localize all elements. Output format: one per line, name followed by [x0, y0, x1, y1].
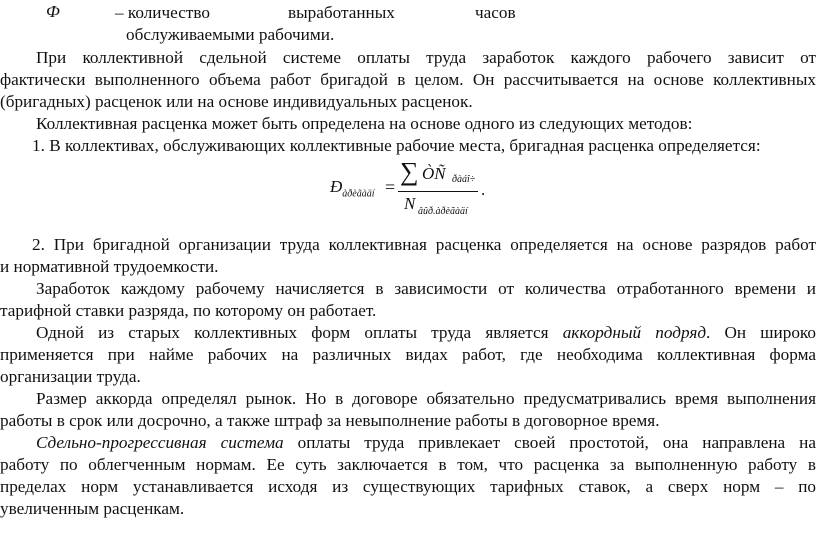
formula-numerator: ÒÑ	[422, 164, 446, 183]
symbol-phi: Ф	[46, 2, 60, 21]
list-item-2-line-1: 2. При бригадной организации труда коллективная расценка определяется на основе разрядов работ	[32, 235, 816, 254]
paragraph-7-line-1: Размер аккорда определял рынок. Но в договоре обязательно предусматривались время выполнения	[36, 389, 816, 408]
formula-equals: =	[385, 177, 396, 197]
paragraph-2-line-1: Коллективная расценка может быть определена на основе одного из следующих методов:	[36, 114, 693, 133]
formula-denominator-subscript: âûð.àðèãàäí	[418, 206, 468, 217]
paragraph-6-line-2: применяется при найме рабочих на различных видах работ, где необходима коллективная форма	[0, 345, 816, 364]
list-item-2-line-2: и нормативной трудоемкости.	[0, 257, 219, 276]
paragraph-6-line-1: Одной из старых коллективных форм оплаты труда является аккордный подряд. Он широко	[36, 323, 816, 342]
list-item-1: 1. В коллективах, обслуживающих коллективные рабочие места, бригадная расценка определяется:	[32, 136, 761, 155]
paragraph-5-line-1: Заработок каждому рабочему начисляется в зависимости от количества отработанного времени и	[36, 279, 816, 298]
definition-word-3: часов	[475, 3, 516, 22]
paragraph-1-line-2: фактически выполненного объема работ бригадой в целом. Он рассчитывается на основе коллективных	[0, 70, 816, 89]
fraction-bar	[398, 191, 478, 192]
paragraph-8-line-2: работу по облегченным нормам. Ее суть заключается в том, что расценка за выполненную работу в	[0, 455, 816, 474]
formula-end-period: .	[481, 180, 486, 199]
paragraph-8-line-4: увеличенным расценкам.	[0, 499, 185, 518]
term-piece-progressive: Сдельно-прогрессивная система	[36, 433, 284, 452]
paragraph-1-line-3: (бригадных) расценок или на основе индивидуальных расценок.	[0, 92, 473, 111]
definition-word-1: – количество	[115, 3, 210, 22]
formula-lhs: $Ð_{àðèãàäí}$	[330, 177, 375, 200]
paragraph-5-line-2: тарифной ставки разряда, по которому он работает.	[0, 301, 377, 320]
paragraph-1-line-1: При коллективной сдельной системе оплаты труда заработок каждого рабочего зависит от	[36, 48, 816, 67]
formula-numerator-subscript: ðàáî÷	[452, 174, 476, 185]
paragraph-8-line-3: пределах норм устанавливается исходя из существующих тарифных ставок, а сверх норм – по	[0, 477, 816, 496]
definition-line-2: обслуживаемыми рабочими.	[126, 25, 335, 44]
paragraph-7-line-2: работы в срок или досрочно, а также штраф за невыполнение работы в договорное время.	[0, 411, 660, 430]
paragraph-8-line-1: Сдельно-прогрессивная система оплаты труда привлекает своей простотой, она направлена на	[36, 433, 816, 452]
paragraph-6-line-3: организации труда.	[0, 367, 141, 386]
definition-word-2: выработанных	[288, 3, 395, 22]
term-accord-contract: аккордный подряд	[562, 323, 707, 342]
sum-symbol: ∑	[400, 157, 419, 186]
formula-denominator: N	[404, 194, 416, 213]
